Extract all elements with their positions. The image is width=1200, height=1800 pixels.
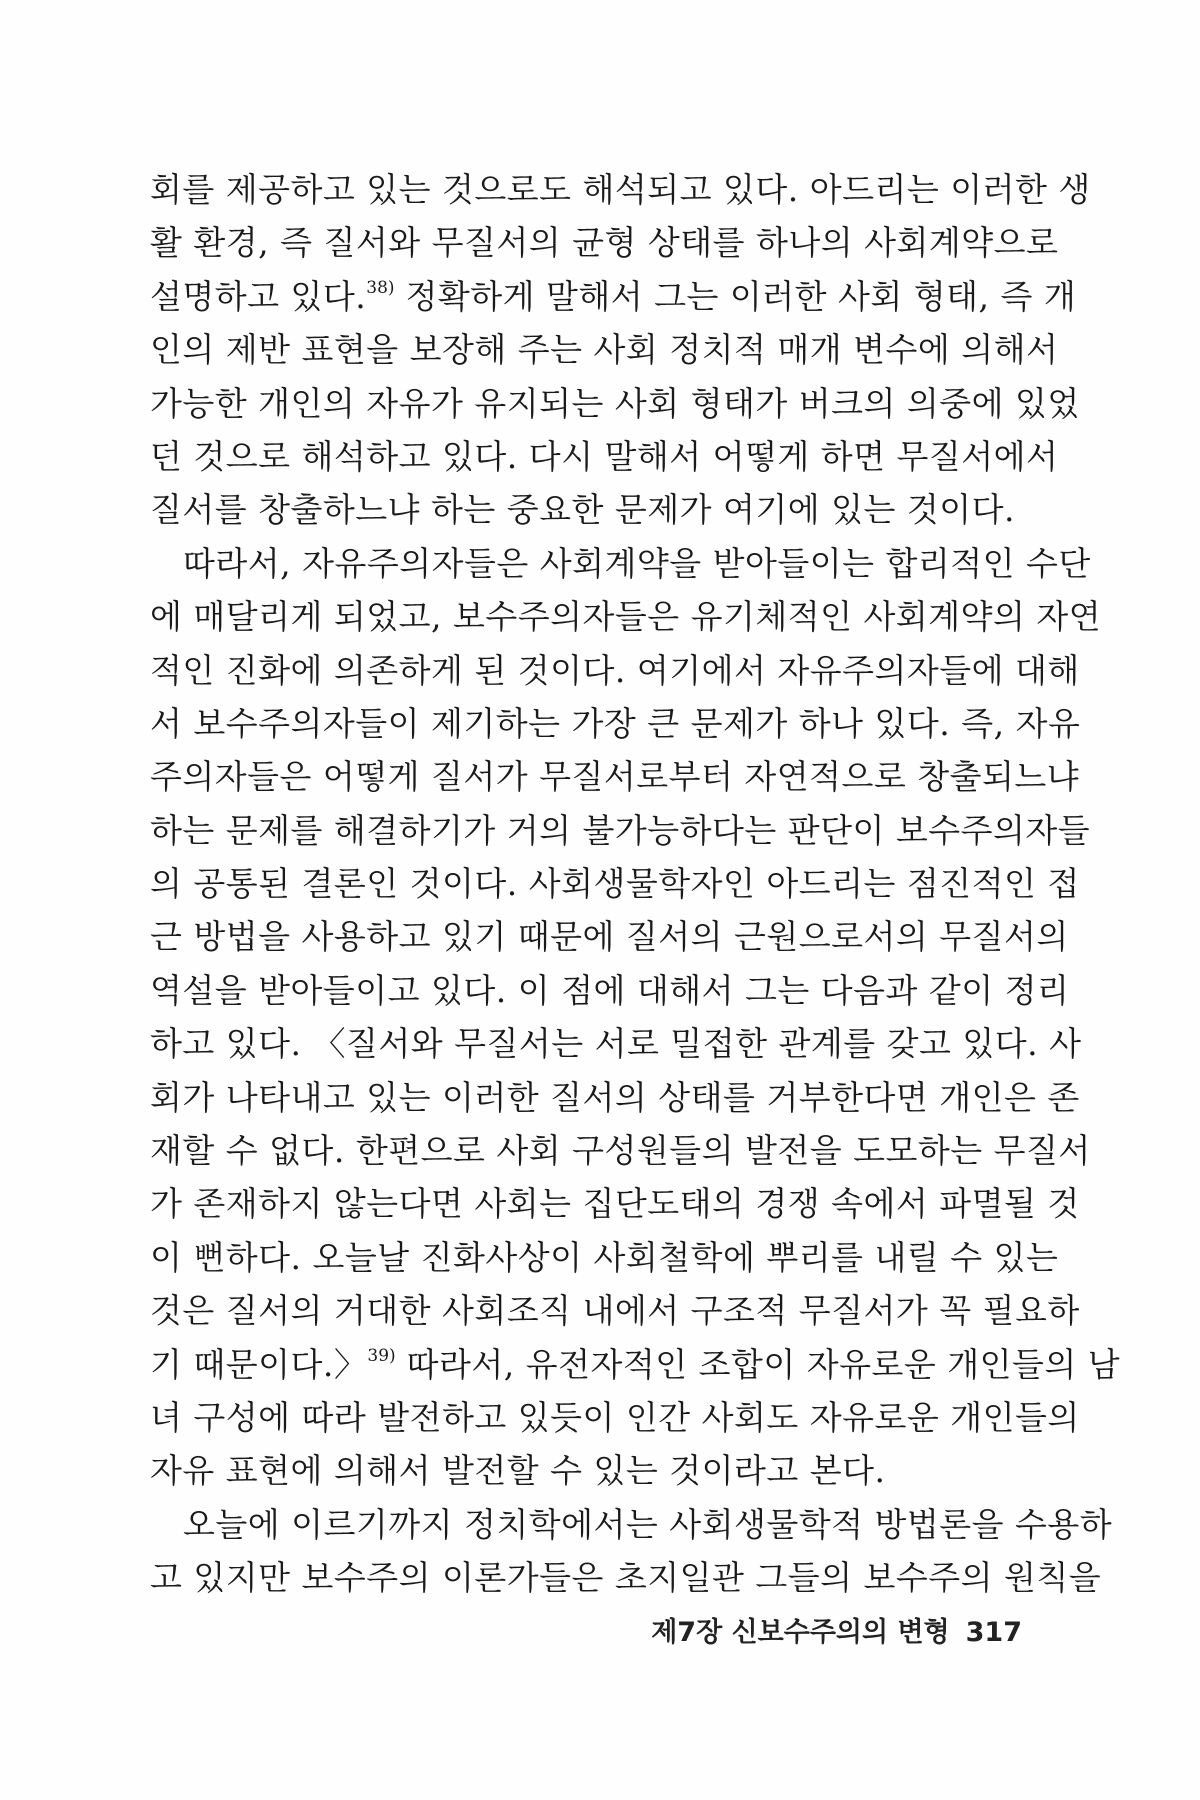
text-line-19: 재할 수 없다. 한편으로 사회 구성원들의 발전을 도모하는 무질서 bbox=[150, 1131, 1091, 1171]
text-line-10: 적인 진화에 의존하게 된 것이다. 여기에서 자유주의자들에 대해 bbox=[150, 650, 1080, 690]
text-line-26: 오늘에 이르기까지 정치학에서는 사회생물학적 방법론을 수용하 bbox=[183, 1504, 1113, 1544]
text-line-1: 회를 제공하고 있는 것으로도 해석되고 있다. 아드리는 이러한 생 bbox=[150, 170, 1091, 209]
footnote-ref-39: 39) bbox=[367, 1345, 396, 1366]
text-line-9: 에 매달리게 되었고, 보수주의자들은 유기체적인 사회계약의 자연 bbox=[150, 597, 1102, 637]
text-line-16: 역설을 받아들이고 있다. 이 점에 대해서 그는 다음과 같이 정리 bbox=[150, 970, 1070, 1010]
text-line-18: 회가 나타내고 있는 이러한 질서의 상태를 거부한다면 개인은 존 bbox=[150, 1077, 1080, 1117]
text-line-12: 주의자들은 어떻게 질서가 무질서로부터 자연적으로 창출되느냐 bbox=[150, 757, 1080, 797]
text-line-13: 하는 문제를 해결하기가 거의 불가능하다는 판단이 보수주의자들 bbox=[150, 810, 1091, 850]
text-line-4: 인의 제반 표현을 보장해 주는 사회 정치적 매개 변수에 의해서 bbox=[150, 330, 1059, 370]
text-line-8: 따라서, 자유주의자들은 사회계약을 받아들이는 합리적인 수단 bbox=[183, 543, 1091, 583]
text-line-3-b: 정확하게 말해서 그는 이러한 사회 형태, 즉 개 bbox=[394, 276, 1077, 316]
text-line-14: 의 공통된 결론인 것이다. 사회생물학자인 아드리는 점진적인 접 bbox=[150, 864, 1080, 904]
body-text bbox=[150, 163, 1121, 1605]
text-line-6: 던 것으로 해석하고 있다. 다시 말해서 어떻게 하면 무질서에서 bbox=[150, 436, 1059, 476]
footnote-ref-38: 38) bbox=[366, 277, 395, 298]
text-line-27: 고 있지만 보수주의 이론가들은 초지일관 그들의 보수주의 원칙을 bbox=[150, 1558, 1102, 1598]
text-line-3 bbox=[150, 270, 1077, 323]
text-line-23 bbox=[150, 1338, 1121, 1391]
text-line-23-b: 따라서, 유전자적인 조합이 자유로운 개인들의 남 bbox=[395, 1344, 1121, 1384]
text-line-20: 가 존재하지 않는다면 사회는 집단도태의 경쟁 속에서 파멸될 것 bbox=[150, 1184, 1080, 1224]
text-line-23-a: 기 때문이다.〉 bbox=[150, 1344, 368, 1384]
text-line-11: 서 보수주의자들이 제기하는 가장 큰 문제가 하나 있다. 즉, 자유 bbox=[150, 703, 1081, 743]
text-line-7: 질서를 창출하느냐 하는 중요한 문제가 여기에 있는 것이다. bbox=[150, 490, 1015, 530]
page-number: 317 bbox=[965, 1617, 1022, 1648]
text-line-5: 가능한 개인의 자유가 유지되는 사회 형태가 버크의 의중에 있었 bbox=[150, 383, 1080, 423]
text-line-21: 이 뻔하다. 오늘날 진화사상이 사회철학에 뿌리를 내릴 수 있는 bbox=[150, 1237, 1059, 1277]
text-line-17: 하고 있다. 〈질서와 무질서는 서로 밀접한 관계를 갖고 있다. 사 bbox=[150, 1024, 1082, 1064]
text-line-22: 것은 질서의 거대한 사회조직 내에서 구조적 무질서가 꼭 필요하 bbox=[150, 1291, 1080, 1331]
text-line-2: 활 환경, 즉 질서와 무질서의 균형 상태를 하나의 사회계약으로 bbox=[150, 223, 1059, 263]
chapter-title: 제7장 신보수주의의 변형 bbox=[651, 1617, 950, 1648]
text-line-25: 자유 표현에 의해서 발전할 수 있는 것이라고 본다. bbox=[150, 1451, 886, 1491]
text-line-15: 근 방법을 사용하고 있기 때문에 질서의 근원으로서의 무질서의 bbox=[150, 917, 1069, 957]
running-footer bbox=[650, 1610, 1022, 1649]
text-line-24: 녀 구성에 따라 발전하고 있듯이 인간 사회도 자유로운 개인들의 bbox=[150, 1397, 1080, 1437]
text-line-3-a: 설명하고 있다. bbox=[150, 276, 367, 316]
